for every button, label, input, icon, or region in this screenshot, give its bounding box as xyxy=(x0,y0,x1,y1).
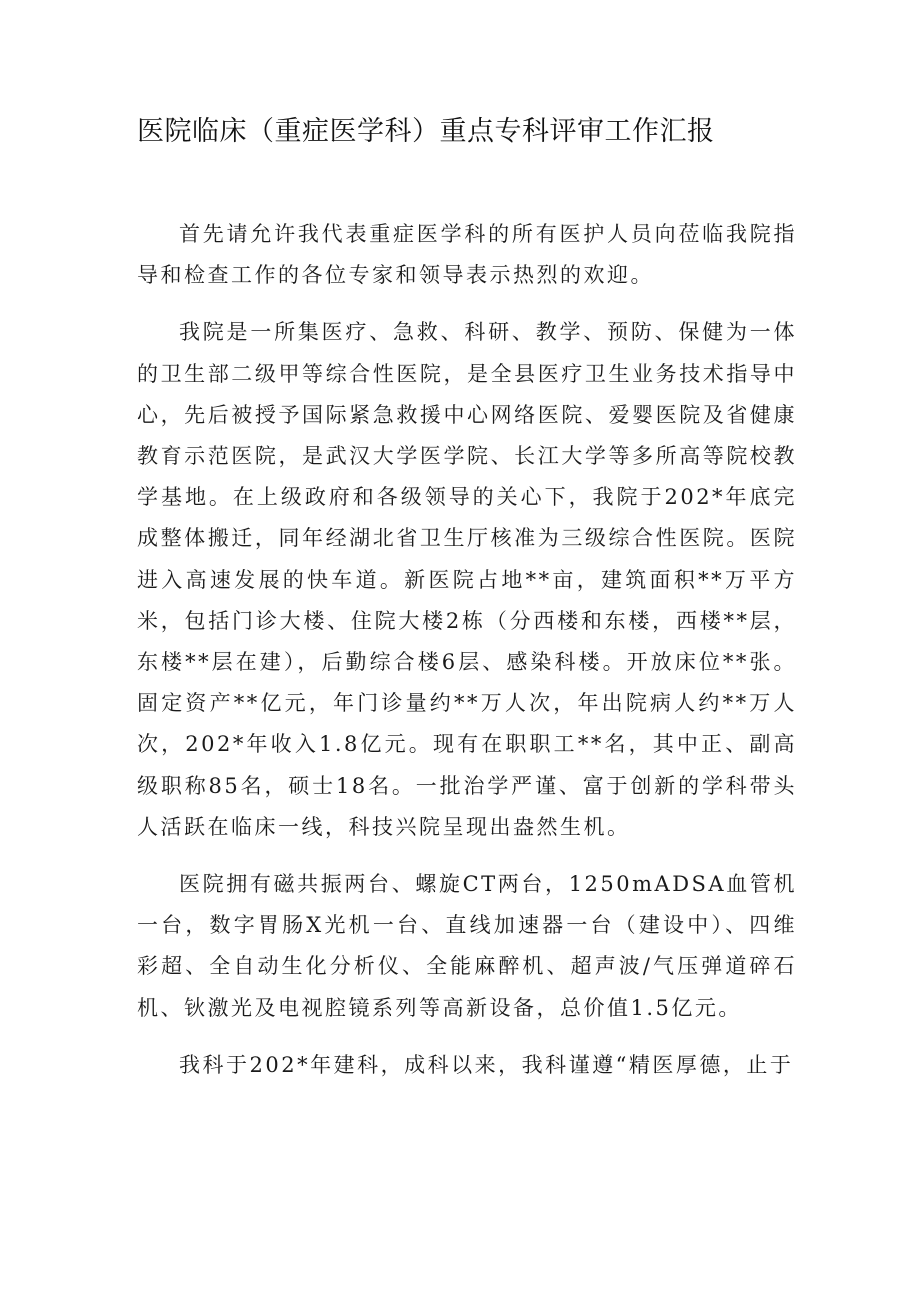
document-title: 医院临床（重症医学科）重点专科评审工作汇报 xyxy=(137,116,715,147)
paragraph-hospital-overview: 我院是一所集医疗、急救、科研、教学、预防、保健为一体的卫生部二级甲等综合性医院，是全县医疗卫生业务技术指导中心，先后被授予国际紧急救援中心网络医院、爱婴医院及省健康教育示范医院，是武汉大学医学院、长江大学等多所高等院校教学基地。在上级政府和各级领导的关心下，我院于202*年底完成整体搬迁，同年经湖北省卫生厅核准为三级综合性医院。医院进入高速发展的快车道。新医院占地**亩，建筑面积**万平方米，包括门诊大楼、住院大楼2栋（分西楼和东楼，西楼**层，东楼**层在建），后勤综合楼6层、感染科楼。开放床位**张。固定资产**亿元，年门诊量约**万人次，年出院病人约**万人次，202*年收入1.8亿元。现有在职职工**名，其中正、副高级职称85名，硕士18名。一批治学严谨、富于创新的学科带头人活跃在临床一线，科技兴院呈现出盎然生机。 xyxy=(137,320,797,839)
document-body xyxy=(137,214,797,1102)
paragraph-welcome: 首先请允许我代表重症医学科的所有医护人员向莅临我院指导和检查工作的各位专家和领导表示热烈的欢迎。 xyxy=(137,222,797,288)
paragraph-department-history: 我科于202*年建科，成科以来，我科谨遵“精医厚德，止于 xyxy=(179,1052,794,1077)
paragraph-equipment: 医院拥有磁共振两台、螺旋CT两台，1250mADSA血管机一台，数字胃肠X光机一台、直线加速器一台（建设中）、四维彩超、全自动生化分析仪、全能麻醉机、超声波/气压弹道碎石机、钬激光及电视腔镜系列等高新设备，总价值1.5亿元。 xyxy=(137,872,797,1020)
